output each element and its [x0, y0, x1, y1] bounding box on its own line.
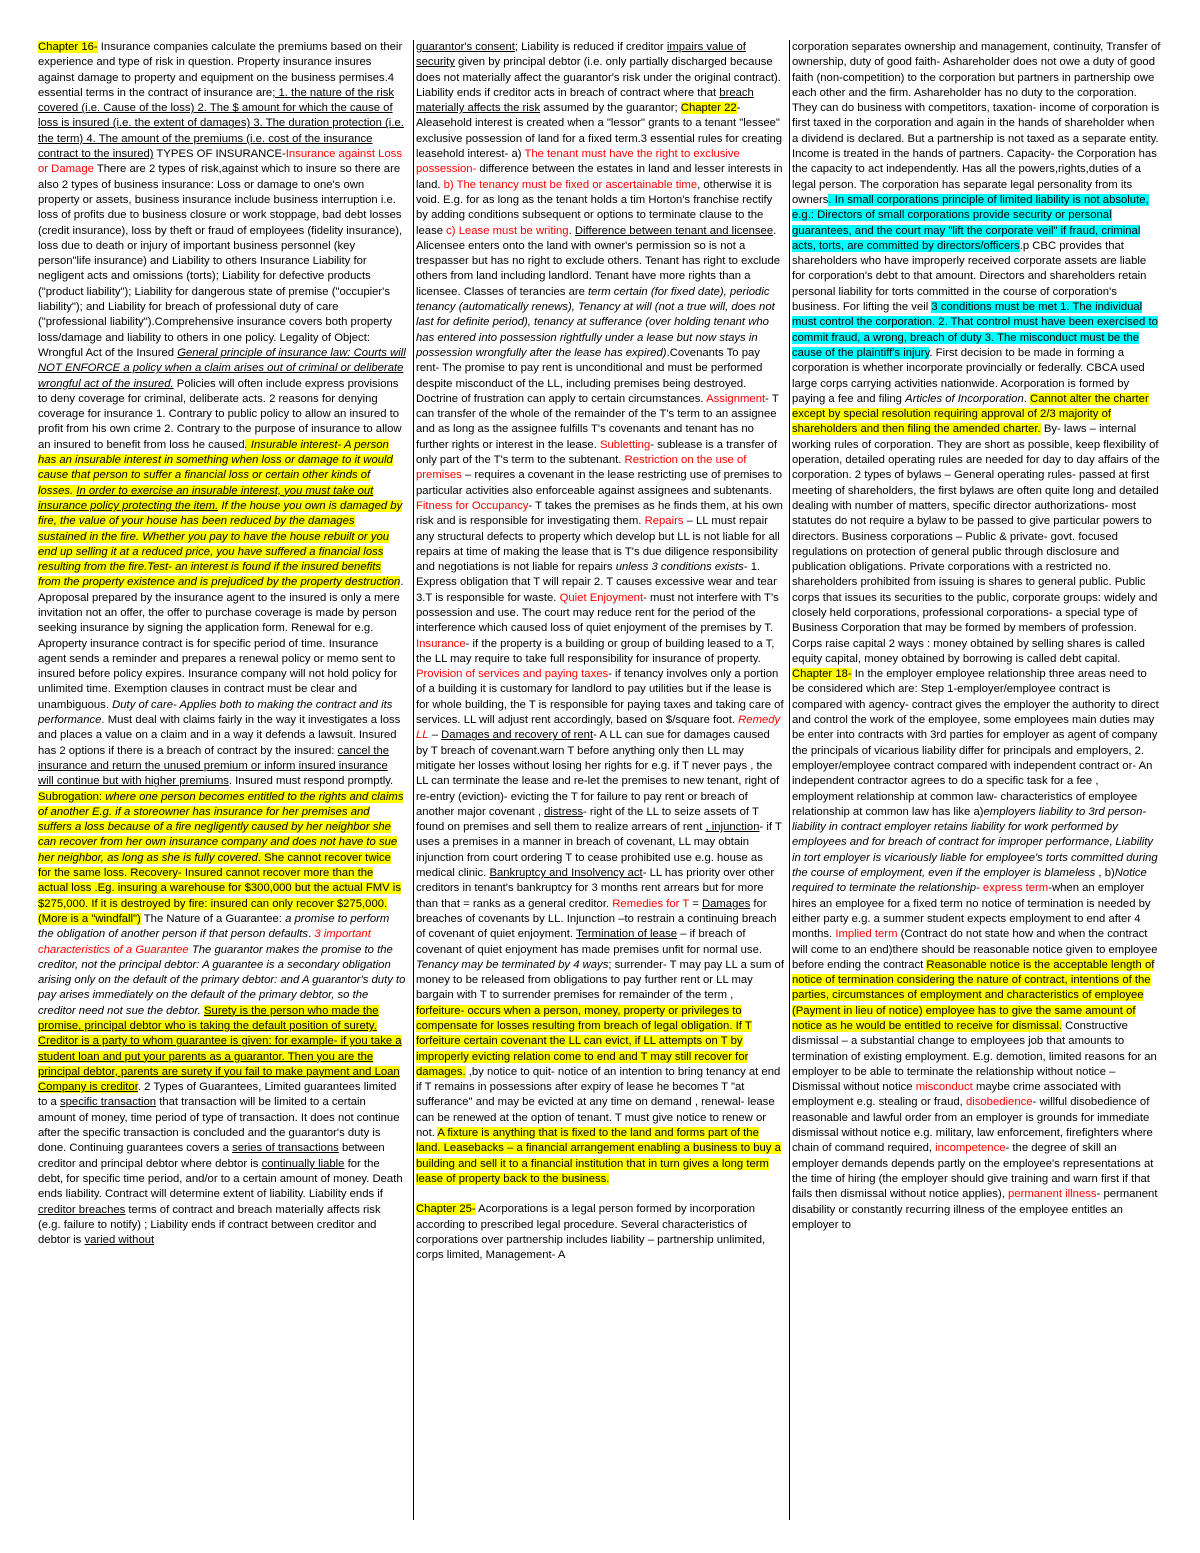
text-run: Tenancy may be terminated by 4 ways: [416, 958, 609, 971]
text-run: misconduct: [915, 1081, 973, 1094]
text-run: .Covenants To pay rent- The promise to pay rent is unconditional and must be performed despite misconduct of the LL, including premises being destroyed. Doctrine of frustration can apply to certain circumstances.: [416, 346, 763, 405]
text-run: The Nature of a Guarantee:: [140, 912, 286, 925]
text-run: ; 1. the nature of the risk covered (i.e. Cause of the loss) 2. The $ amount for which the cause of loss is insured (i.e. the extent of damages) 3. The duration protection (i.e. the term) 4. The amount of the premiums (i.e. cost of the insurance contract to the insured): [38, 86, 404, 161]
text-run: Damages and recovery of rent: [441, 729, 594, 742]
text-column-middle: [416, 40, 784, 1520]
text-run: . Insured must respond promptly.: [228, 775, 394, 788]
text-run: By- laws – internal working rules of corporation. They are short as possible, keep flexibility of operation, detailed operating rules are needed for day to day affairs of the corporation. 2 types of bylaws – General operating rules- passed at first meeting of shareholders, the first bylaws are often quite long and detailed dealing with number of matters, specific director authorizations- most statutes do not require a bylaw to be passed to give particular powers to directors. Business corporations – Public & private- govt. focused regulations on protection of general public through disclosure and publication obligations. Private corporations with a restricted no. shareholders prohibited from issuing is shares to general public. Public corps that issues its securities to the public, corporate groups: widely and closely held corporations, professional corporations- a special type of Business Corporation that may be formed by members of profession. Corps raise capital 2 ways : money obtained by selling shares is called equity capital, money obtained by borrowing is called debt capital.: [792, 423, 1160, 665]
text-run: Subrogation:: [38, 790, 106, 803]
text-run: .p CBC provides that shareholders who have improperly received corporate assets are liable for corporation's debt to that amount. Directors and shareholders retain personal liability for torts committed in the course of corporation's business. For lifting the veil: [792, 239, 1147, 314]
text-run: disobedience: [965, 1096, 1033, 1109]
text-run: . In small corporations principle of limited liability is not absolute, e.g.: Directors of small corporations provide security or personal guarantees, and the court may "lift the corporate veil" if fraud, criminal acts, torts, are committed by directors/officers: [792, 193, 1149, 252]
text-run: . First decision to be made in forming a corporation is whether incorporate provincially or federally. CBCA used large corps carrying activities nationwide. Acorporation is formed by paying a fee and filing: [792, 346, 1145, 405]
text-run: forfeiture- occurs when a person, money, property or privileges to compensate for losses resulting from breach of legal obligation. If T forfeiture certain covenant the LL can evict, if LL attempts on T by improperly evicting relation come to end and T may still recover for damages.: [416, 1004, 752, 1078]
text-run: 3 important characteristics of a Guarantee: [38, 928, 371, 956]
text-run: Damages: [701, 897, 751, 910]
text-run: Acorporations is a legal person formed by incorporation according to prescribed legal procedure. Several characteristics of corporations over partnership includes liability – partnership unlimited, corps limited, Management- A: [416, 1203, 766, 1262]
text-run: Termination of lease: [575, 928, 678, 941]
text-run: Restriction on the use of premises: [416, 454, 747, 482]
text-run: impairs value of security: [416, 41, 746, 69]
text-run: Remedies for T: [612, 897, 690, 910]
text-run: incompetence: [935, 1142, 1006, 1155]
text-run: Articles of Incorporation: [905, 392, 1024, 405]
text-run: Implied term: [835, 928, 898, 941]
text-run: ,by notice to quit- notice of an intention to bring tenancy at end if T remains in possessions after expiry of lease he becomes T "at sufferance" and may be evicted at any time on demand , renewal- lease can be renewed at the option of tenant. T must give notice to renew or not.: [416, 1065, 781, 1140]
text-run: varied without: [84, 1234, 155, 1247]
text-run: creditor breaches: [38, 1203, 126, 1216]
text-run: breach materially affects the risk: [416, 86, 754, 115]
text-run: –: [428, 729, 442, 742]
text-run: TYPES OF INSURANCE-: [153, 148, 286, 161]
text-run: , otherwise it is void. E.g. for as long as the tenant holds a tim Horton's franchise rectify by adding conditions subsequent or options to terminate clause to the lease: [416, 178, 773, 237]
text-column-right: [792, 40, 1162, 1520]
text-run: . 2 Types of Guarantees, Limited guarantees limited to a: [38, 1081, 397, 1109]
text-run: difference between the estates in land and lesser interests in land.: [416, 163, 783, 191]
text-run: Chapter 18-: [792, 668, 852, 681]
text-run: If the house you own is damaged by fire, the value of your house has been reduced by the damages sustained in the fire. Whether you pay to have the house rebuilt or you end up selling it at a reduced price, you have suffered a financial loss resulting from the fire.Test- an interest is found if the insured benefits from the property existence and is prejudiced by the property destruction: [38, 499, 403, 589]
text-run: . Must deal with claims fairly in the way it investigates a loss and places a value on a claim and in a way it defends a lawsuit. Insured has 2 options if there is a breach of contract by the insured:: [38, 714, 401, 757]
text-run: In the employer employee relationship three areas need to be considered which are: Step 1-employer/employee contract is compared with agency- contract gives the employer the authority to direct and control the work of the employee, some employees main duties may be enter into contracts with 3rd parties for employer as agent of company the principals of vicarious liability differ for principals and employers, 2. employer/employee contract compared with independent contract or- An independent contractor agrees to do a specific task for a fee , employment relationship at common law- characteristics of employee relationship at common law has like a): [792, 668, 1159, 818]
text-run: The guarantor makes the promise to the creditor, not the principal debtor: A guarantee is a secondary obligation arising only on the default of the primary debtor: and A guarantor's duty to pay arises immediately on the default of the primary debtor, so the creditor need not sue the debtor.: [38, 943, 406, 1017]
text-run: given by principal debtor (i.e. only partially discharged because does not materially affect the guarantor's risk under the original contract). Liability ends if creditor acts in breach of contract where that: [416, 56, 781, 99]
text-run: corporation separates ownership and management, continuity, Transfer of ownership, duty of good faith- Ashareholder does not owe a duty of good faith (non-competition) to the corporation but partners in partnership owe each other and the firm. Ashareholder has no duty to the corporation. They can do business with competitors, taxation- income of corporation is first taxed in the corporation and again in the hands of shareholder when a dividend is declared. But a partnership is not taxed as a separate entity. Income is treated in the hands of partners. Capacity- the Corporation has the capacity to act independently. Has all the powers,rights,duties of a legal person. The corporation has separate legal personality from its owners: [792, 41, 1161, 206]
text-run: . Aproposal prepared by the insurance agent to the insured is only a mere invitation not an offer, the offer to purchase coverage is made by person seeking insurance by signing the application form. Renewal for e.g. Aproperty insurance contract is for specific period of time. Insurance agent sends a reminder and prepares a renewal policy or memo sent to insured before policy expires. Insurance company will not hold policy for unlimited time. Exemption clauses in contract must be clear and unambiguous.: [38, 576, 404, 711]
text-run: - Aleasehold interest is created when a "lessor" grants to a tenant "lessee" exclusive possession of land for a fixed term.3 essential rules for creating leasehold interest- a): [416, 102, 783, 161]
text-run: Liability in tort employer is vicariously liable for employee's torts committed during the course of employment, even if the employer is blameless: [792, 836, 1158, 880]
text-run: - the degree of skill an employer demands depends partly on the employee's representations at the time of hiring (the employer should give training and warn first if that fails then dismissal without notice applies),: [792, 1142, 1154, 1201]
text-run: Constructive dismissal – a substantial change to employees job that amounts to termination of existing employment. E.g. demotion, limited reasons for an employer to be able to terminate the relationship without notice – Dismissal without notice: [792, 1020, 1157, 1094]
text-run: .: [568, 224, 575, 237]
text-run: permanent illness: [1008, 1188, 1097, 1201]
text-run: maybe crime associated with employment e.g. stealing or fraud,: [792, 1081, 1122, 1109]
column-divider-right: [789, 40, 790, 1520]
text-run: ; Liability is reduced if creditor: [514, 41, 667, 53]
text-run: . Alicensee enters onto the land with owner's permission so is not a trespasser but has no right to exclude others. Tenant has right to exclude others from land including landlord. Tenant have more rights than a licensee. Classes of terancies are: [416, 224, 781, 298]
text-run: terms of contract and breach materially affects risk (e.g. failure to notify) ; Liability ends if contract between creditor and debtor is: [38, 1203, 381, 1247]
text-run: (Contract do not state how and when the contract will come to an end)there should be reasonable notice given to employee before ending the contract: [792, 928, 1158, 971]
text-run: - T can transfer of the whole of the remainder of the T's term to an assignee and as long as the assignee fulfills T's covenants and tenant has no further rights or interest in the lease.: [416, 392, 779, 451]
text-run: 3 conditions must be met 1. The individual must control the corporation. 2. That control must have been exercised to commit fraud, a wrong, breach of duty 3. The misconduct must be the cause of the plaintiff's injury: [792, 301, 1158, 359]
text-run: specific transaction: [59, 1096, 157, 1109]
text-run: c) Lease must be writing: [446, 224, 569, 237]
text-run: assumed by the guarantor;: [540, 102, 681, 115]
text-run: Quiet Enjoyment: [559, 591, 644, 604]
text-run: for breaches of covenants by LL. Injunction –to restrain a continuing breach of covenant of quiet enjoyment.: [416, 897, 777, 941]
text-run: term certain (for fixed date), periodic tenancy (automatically renews), Tenancy at will (not a true will, does not last for definite period), tenancy at sufferance (over holding tenant who has entered into possession rightfully under a lease but now stays in possession wrongfully after the lease has expired): [416, 285, 775, 359]
text-run: ,: [1109, 836, 1116, 849]
text-run: Chapter 25-: [416, 1203, 476, 1216]
paragraph: [416, 40, 784, 1187]
text-run: - LL has priority over other creditors in tenant's bankruptcy for 3 months rent arrears but for more than that = ranks as a general creditor.: [416, 867, 775, 910]
text-run: Assignment: [706, 392, 766, 405]
text-run: - permanent disability or constantly recurring illness of the employee entitles an employer to: [792, 1188, 1158, 1231]
text-run: - sublease is a transfer of only part of the T's term to the subtenant.: [416, 438, 778, 467]
text-run: - if tenancy involves only a portion of a building it is customary for landlord to pay utilities but if the lease is for whole building, the T is responsible for paying taxes and taking care of services. LL will adjust rent accordingly, based on $/square foot.: [416, 668, 784, 727]
text-run: between creditor and principal debtor where debtor is: [38, 1142, 385, 1170]
text-run: ; surrender- T may pay LL a sum of money to be released from obligations to pay further rent or LL may bargain with T to surrender premises for remainder of the term ,: [416, 958, 784, 1002]
paragraph: [792, 40, 1162, 1233]
text-run: .: [308, 928, 315, 941]
text-run: Remedy LL: [416, 714, 781, 742]
paragraph: [38, 40, 406, 1248]
text-run: Notice required to terminate the relationship-: [792, 867, 1147, 895]
text-column-left: [38, 40, 406, 1520]
text-run: guarantor's consent: [416, 41, 515, 53]
study-notes-page: [38, 40, 1170, 1520]
text-run: There are 2 types of risk,against which to insure so there are also 2 types of business insurance: Loss or damage to one's own property or assets, business insurance include business interruption i.e. loss of profits due to business closure or work stoppage, bad debt losses (credit insurance), loss by theft or fraud of employees (fidelity insurance), loss due to death or injury of important business personnel (key person"life insurance) and Liability to others Insurance Liability for negligent acts and omissions (torts); Liability for defective products ("product liability"); Liability for dangerous state of premise ("occupier's liability"); and Liability for breach of professional duty of care ("professional liability").Comprehensive insurance covers both property loss/damage and liability to others in one policy. Legality of Object: Wrongful Act of the Insured: [38, 163, 403, 359]
text-run: - 1. Express obligation that T will repair 2. T causes excessive wear and tear 3.T is responsible for waste.: [416, 561, 777, 604]
text-run: - willful disobedience of reasonable and lawful order from an employer is grounds for immediate dismissal without notice e.g. military, law enforcement, firefighters where chain of command required,: [792, 1096, 1153, 1155]
text-run: General principle of insurance law: Courts will NOT ENFORCE a policy when a claim arises out of criminal or deliberate wrongful act of the insured.: [38, 346, 406, 390]
text-run: a promise to perform the obligation of another person if that person defaults: [38, 912, 390, 941]
text-run: Difference between tenant and licensee: [574, 224, 774, 237]
text-run: Surety is the person who made the promise, principal debtor who is taking the default position of surety. Creditor is a party to whom guarantee is given: for example- if you take a student loan and put your parents as a guarantor. Then you are the principal debtor, parents are surety if you fail to make payment and Loan Company is creditor: [38, 1004, 402, 1094]
text-run: Policies will often include express provisions to deny coverage for criminal, deliberate acts. 2 reasons for denying coverage for insurance 1. Contrary to public policy to allow an insured to profit from his own crime 2. Contrary to the purpose of insurance to allow an insured to benefit from loss he caused: [38, 377, 402, 451]
text-run: employers liability to 3rd person- liability in contract employer retains liability for work performed by employees and for breach of contract for improper performance: [792, 805, 1147, 849]
text-run: Insurance against Loss or Damage: [38, 148, 402, 176]
text-run: express term: [982, 882, 1049, 895]
text-run: - must not interfere with T's possession and use. The court may reduce rent for the period of the interference which caused loss of quiet enjoyment of the premises by T.: [416, 591, 779, 635]
text-run: =: [689, 897, 702, 910]
text-run: In order to exercise an insurable interest, you must take out insurance policy protecting the item.: [38, 484, 374, 512]
paragraph: [416, 1202, 784, 1263]
text-run: - A LL can sue for damages caused by T breach of covenant.warn T before anything only then LL may mitigate her losses without losing her rights for e.g. if T never pays , the LL can terminate the lease and re-let the premises to new tenant, right of re-entry (eviction)- evicting the T for failure to pay rent or breach of another major covenant ,: [416, 729, 780, 818]
text-run: – requires a covenant in the lease restricting use of premises to particular activities also enforceable against assignees and subtenants.: [416, 469, 783, 497]
column-divider-left: [413, 40, 414, 1520]
text-run: cancel the insurance and return the unused premium or inform insured insurance will continue but with higher premiums: [38, 744, 390, 788]
text-run: Duty of care- Applies both to making the contract and its performance: [38, 698, 393, 727]
text-run: . Insurable interest- A person has an insurable interest in something when loss or damage to it would cause that person to suffer a financial loss or certain other kinds of losses.: [38, 438, 393, 497]
text-run: Subletting: [599, 438, 651, 451]
text-run: - if T uses a premises in a manner in breach of covenant, LL may obtain injunction from court ordering T to cease prohibited use e.g. house as medical clinic.: [416, 821, 782, 880]
text-run: for the debt, for specific time period, and/or to a certain amount of money. Death ends liability. Contract will determine extent of liability. Liability ends if: [38, 1157, 403, 1201]
text-run: continually liable: [261, 1157, 345, 1170]
text-run: distress: [544, 805, 584, 818]
text-run: Chapter 22: [680, 102, 737, 115]
text-run: that transaction will be limited to a certain amount of money, time period of type of transaction. It does not continue after the specific transaction is concluded and the guarantor's duty is done. Continuing guarantees covers a: [38, 1096, 400, 1155]
text-run: The tenant must have the right to exclusive possession-: [416, 148, 740, 176]
text-run: b) The tenancy must be fixed or ascertainable time: [443, 178, 698, 191]
text-run: Repairs: [644, 515, 684, 528]
text-run: , injunction: [705, 821, 760, 834]
text-run: Fitness for Occupancy: [416, 499, 529, 512]
text-run: - right of the LL to seize assets of T found on premises and sell them to realize arrears of rent: [416, 805, 759, 834]
text-run: Provision of services and paying taxes: [416, 668, 609, 681]
text-run: Insurance: [416, 637, 466, 650]
text-run: – if breach of covenant of quiet enjoyment has made premises unfit for normal use.: [416, 928, 762, 956]
text-run: series of transactions: [232, 1142, 339, 1155]
text-run: Bankruptcy and Insolvency act: [489, 867, 643, 880]
text-run: – LL must repair any structural defects to property which develop but LL is not liable for all repairs at time of making the lease that is T's due diligence responsibility and negotiations is not liable for repairs: [416, 515, 780, 574]
text-run: A fixture is anything that is fixed to the land and forms part of the land. Leasebacks – a financial arrangement enabling a business to buy a building and sell it to a financial institution that in turn gives a long term lease of property back to the business.: [416, 1127, 781, 1185]
text-run: , b): [1095, 867, 1115, 880]
text-run: Insurance companies calculate the premiums based on their experience and type of risk in question. Property insurance insures against damage to property and equipment on the business permises.4 essential terms in the contract of insurance are: [38, 41, 403, 99]
text-run: .: [1023, 392, 1031, 405]
text-run: Chapter 16-: [38, 41, 98, 53]
text-run: - T takes the premises as he finds them, at his own risk and is responsible for investigating them.: [416, 499, 783, 528]
text-run: Reasonable notice is the acceptable length of notice of termination considering the nature of contract, intentions of the parties, circumstances of employment and characteristics of employee (Payment in lieu of notice) employee has to give the same amount of notice as he would be entitled to receive for dismissal.: [792, 958, 1155, 1032]
text-run: - if the property is a building or group of building leased to a T, the LL may require to take full responsibility for insurance of property.: [416, 637, 775, 665]
text-run: . She cannot recover twice for the same loss. Recovery- Insured cannot recover more than the actual loss .Eg. insuring a warehouse for $300,000 but the actual FMV is $275,000. If it is destroyed by fire: insured can only recover $275,000. (More is a "windfall"): [38, 851, 401, 925]
text-run: Cannot alter the charter except by special resolution requiring approval of 2/3 majority of shareholders and then filing the amended charter.: [792, 392, 1149, 436]
text-run: -when an employer hires an employee for a fixed term no notice of termination is needed by either party e.g. a summer student expects employment to end after 4 months.: [792, 882, 1151, 941]
text-run: where one person becomes entitled to the rights and claims of another E.g. if a storeowner has insurance for her premises and suffers a loss because of a fire negligently caused by her neighbor she can recover from her own insurance company and does not have to sue her neighbor, as long as she is fully covered: [38, 790, 404, 864]
text-run: unless 3 conditions exists: [615, 561, 744, 574]
